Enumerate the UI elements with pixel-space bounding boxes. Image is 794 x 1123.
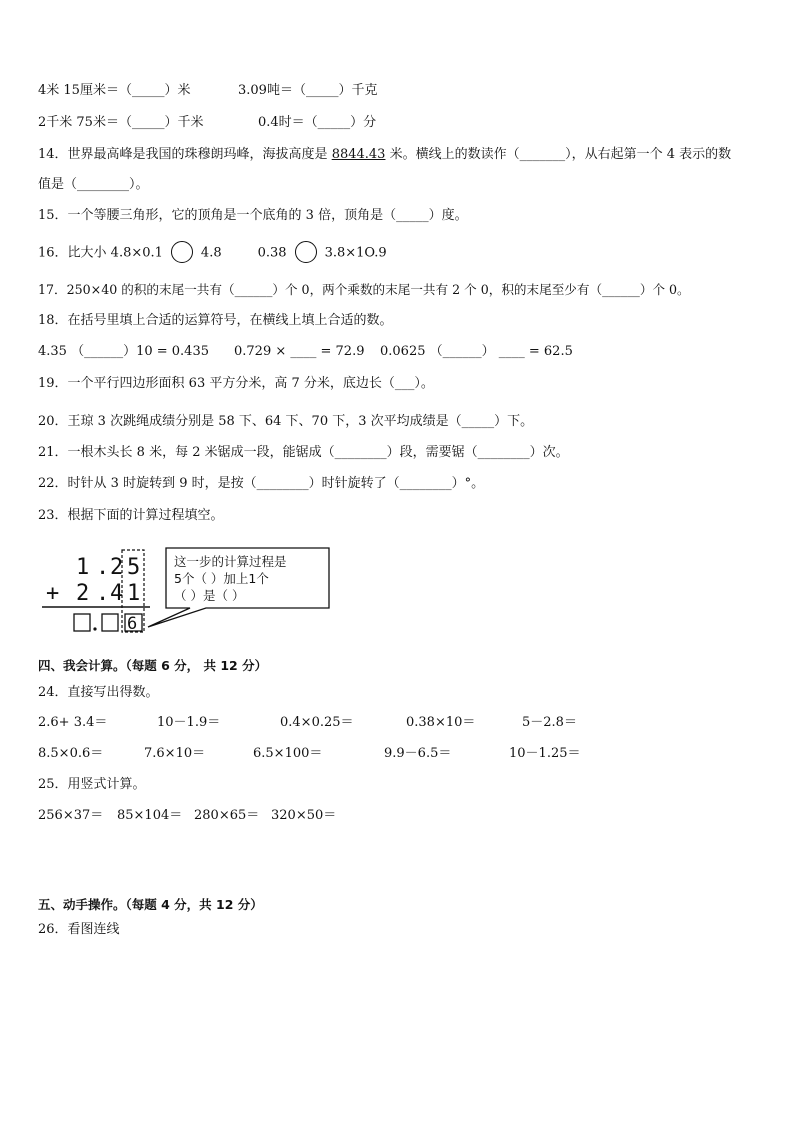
- q24-r2-c2: 7.6×10＝: [144, 746, 206, 761]
- q13-item-a1: 4米 15厘米＝（_____）米: [38, 83, 191, 98]
- row1-point: .: [96, 555, 110, 580]
- q24-r2-c4: 9.9－6.5＝: [384, 746, 452, 761]
- q25-item-4: 320×50＝: [271, 808, 337, 823]
- section-5-heading: 五、动手操作。（每题 4 分，共 12 分）: [38, 897, 263, 912]
- q25-item-3: 280×65＝: [194, 808, 260, 823]
- question-25-title: 25．用竖式计算。: [38, 777, 146, 792]
- q16-right-2: 3.8×1O.9: [324, 245, 387, 261]
- row2-point: .: [96, 581, 110, 606]
- question-21: 21．一根木头长 8 米，每 2 米锯成一段，能锯成（________）段，需要锯（________）次。: [38, 445, 569, 460]
- row2-digit-1: 2: [76, 581, 90, 606]
- q14-text-part1: 14．世界最高峰是我国的珠穆朗玛峰，海拔高度是: [38, 147, 332, 162]
- question-18-title: 18．在括号里填上合适的运算符号，在横线上填上合适的数。: [38, 313, 393, 328]
- row2-digit-2: 4: [110, 581, 124, 606]
- result-point: [93, 627, 96, 630]
- q16-label: 16．比大小 4.8×0.1: [38, 245, 163, 261]
- question-26: 26．看图连线: [38, 922, 120, 937]
- question-20: 20．王琼 3 次跳绳成绩分别是 58 下、64 下、70 下，3 次平均成绩是（_____）下。: [38, 414, 534, 429]
- q14-underlined-value: 8844.43: [331, 147, 386, 162]
- vertical-addition-figure: [38, 545, 338, 635]
- question-22: 22．时针从 3 时旋转到 9 时，是按（________）时针旋转了（________）°。: [38, 476, 485, 491]
- q25-item-2: 85×104＝: [117, 808, 183, 823]
- bubble-line-2: 5个（ ）加上1个: [174, 571, 269, 586]
- q24-r2-c3: 6.5×100＝: [253, 746, 323, 761]
- question-24-title: 24．直接写出得数。: [38, 685, 159, 700]
- question-16: [38, 242, 387, 264]
- row1-digit-2: 2: [110, 555, 124, 580]
- q16-right-1: 4.8: [200, 245, 222, 261]
- q13-item-b2: 0.4时＝（_____）分: [258, 115, 377, 130]
- question-23-title: 23．根据下面的计算过程填空。: [38, 508, 224, 523]
- compare-circle-1[interactable]: [171, 241, 193, 263]
- q18-expr-3: 0.0625 （______） ____ = 62.5: [380, 344, 573, 359]
- addition-figure-svg: [38, 545, 338, 635]
- row1-digit-3: 5: [127, 555, 141, 580]
- result-box-1[interactable]: [74, 614, 90, 631]
- result-digit-6: 6: [127, 614, 138, 634]
- result-box-2[interactable]: [102, 614, 118, 631]
- q13-item-b1: 2千米 75米＝（_____）千米: [38, 115, 204, 130]
- q25-item-1: 256×37＝: [38, 808, 104, 823]
- q24-r1-c4: 0.38×10＝: [406, 715, 476, 730]
- question-15: 15．一个等腰三角形，它的顶角是一个底角的 3 倍，顶角是（_____）度。: [38, 208, 468, 223]
- question-19: 19．一个平行四边形面积 63 平方分米，高 7 分米，底边长（___）。: [38, 376, 434, 391]
- section-4-heading: 四、我会计算。（每题 6 分， 共 12 分）: [38, 658, 268, 673]
- q18-expr-1: 4.35 （______）10 = 0.435: [38, 344, 209, 359]
- q24-r1-c5: 5－2.8＝: [522, 715, 577, 730]
- q24-r2-c5: 10－1.25＝: [509, 746, 581, 761]
- q16-left-2: 0.38: [257, 245, 287, 261]
- q24-r1-c1: 2.6+ 3.4＝: [38, 715, 108, 730]
- q14-text-part2: 米。横线上的数读作（_______），从右起第一个 4 表示的数: [385, 147, 732, 162]
- compare-circle-2[interactable]: [295, 241, 317, 263]
- q24-r1-c3: 0.4×0.25＝: [280, 715, 354, 730]
- q14-line2: 值是（________）。: [38, 177, 149, 192]
- q24-r1-c2: 10－1.9＝: [157, 715, 221, 730]
- question-14: [38, 146, 731, 164]
- bubble-line-3: （ ）是（ ）: [174, 588, 245, 603]
- row1-digit-1: 1: [76, 555, 90, 580]
- question-17: 17．250×40 的积的末尾一共有（______）个 0，两个乘数的末尾一共有 2 个 0，积的末尾至少有（______）个 0。: [38, 282, 690, 297]
- q13-item-a2: 3.09吨＝（_____）千克: [238, 83, 378, 98]
- row2-digit-3: 1: [127, 581, 141, 606]
- q18-expr-2: 0.729 × ____ = 72.9: [234, 344, 365, 359]
- plus-sign: +: [46, 581, 60, 606]
- bubble-line-1: 这一步的计算过程是: [174, 554, 287, 569]
- q24-r2-c1: 8.5×0.6＝: [38, 746, 104, 761]
